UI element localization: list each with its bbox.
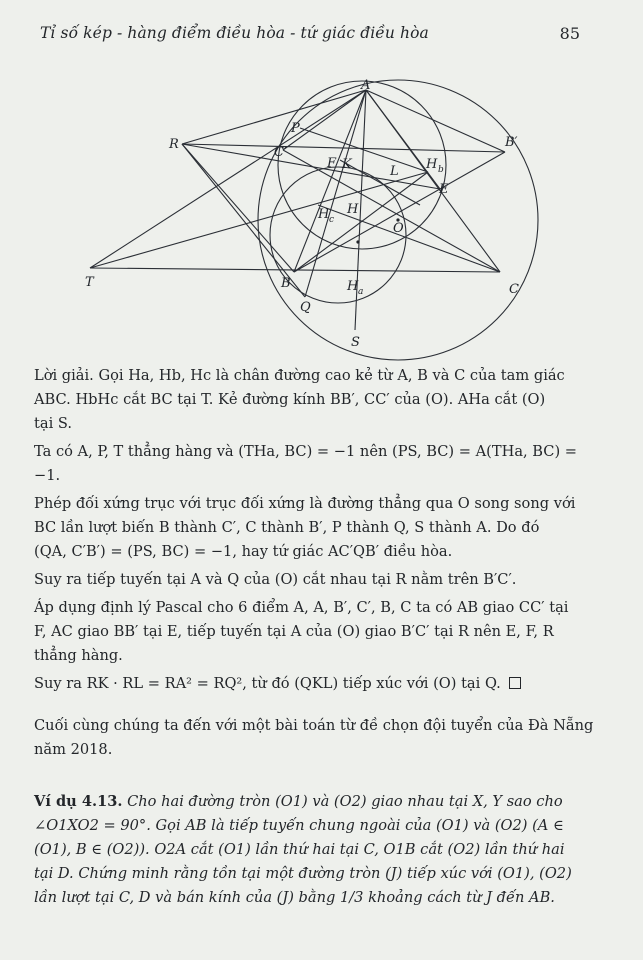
altitude-CHc xyxy=(318,205,500,272)
intro-line-1: Cuối cùng chúng ta đến với một bài toán từ đề chọn đội tuyển của Đà Nẵng xyxy=(34,717,594,734)
label-Q: Q xyxy=(300,300,311,315)
label-Hb-sub: b xyxy=(438,165,444,175)
line-RE xyxy=(182,144,440,189)
intro-line-2: năm 2018. xyxy=(34,741,113,758)
label-P: P xyxy=(291,121,300,136)
intro-block xyxy=(34,714,594,762)
example-line-5: lần lượt tại C, D và bán kính của (J) bằng 1/3 khoảng cách từ J đến AB. xyxy=(34,889,555,906)
solution-para-4 xyxy=(34,568,594,592)
line-THb xyxy=(90,172,428,268)
label-B: B xyxy=(281,276,291,291)
line-AQ xyxy=(305,90,366,297)
label-Hb: H xyxy=(426,157,438,172)
label-Bprime: B′ xyxy=(505,135,518,150)
para6-line xyxy=(34,672,594,696)
line-RQ xyxy=(182,144,305,297)
para6-text: Suy ra RK · RL = RA² = RQ², từ đó (QKL) tiếp xúc với (O) tại Q. xyxy=(34,675,501,692)
solution-para-2 xyxy=(34,440,594,488)
para3-line-3: (QA, C′B′) = (PS, BC) = −1, hay tứ giác AC′QB′ điều hòa. xyxy=(34,543,453,560)
solution-para-5 xyxy=(34,596,594,668)
label-Hc: H xyxy=(318,207,330,222)
solution-para-1 xyxy=(34,364,594,436)
solution-para-6 xyxy=(34,672,594,696)
label-Ha: H xyxy=(347,279,359,294)
solution-line-3: tại S. xyxy=(34,415,72,432)
label-Ha-sub: a xyxy=(358,287,364,297)
page-number: 85 xyxy=(559,24,580,43)
label-T: T xyxy=(85,275,94,290)
line-RB xyxy=(182,144,294,272)
label-S: S xyxy=(351,335,360,350)
para3-line-1: Phép đối xứng trục với trục đối xứng là đường thẳng qua O song song với xyxy=(34,495,576,512)
example-line-1 xyxy=(34,790,594,814)
para5-line-1: Áp dụng định lý Pascal cho 6 điểm A, A, B′, C′, B, C ta có AB giao CC′ tại xyxy=(34,599,569,616)
line-AE xyxy=(366,90,440,189)
para2-line-2: −1. xyxy=(34,467,61,484)
label-F: F xyxy=(327,156,337,171)
qed-box-icon xyxy=(509,677,521,689)
geometry-figure xyxy=(0,0,643,380)
line-TA xyxy=(90,90,366,268)
label-L: L xyxy=(390,164,399,179)
solution-para-3 xyxy=(34,492,594,564)
para2-line-1: Ta có A, P, T thẳng hàng và (THa, BC) = −1 nên (PS, BC) = A(THa, BC) = xyxy=(34,443,578,460)
solution-block xyxy=(34,364,594,696)
solution-line-1: Lời giải. Gọi Ha, Hb, Hc là chân đường cao kẻ từ A, B và C của tam giác xyxy=(34,367,565,384)
para3-line-2: BC lần lượt biến B thành C′, C thành B′, P thành Q, S thành A. Do đó xyxy=(34,519,540,536)
line-AB-prime xyxy=(366,90,505,152)
label-Cprime: C′ xyxy=(274,145,287,160)
label-R: R xyxy=(169,137,179,152)
label-E: E xyxy=(439,182,449,197)
label-H: H xyxy=(347,202,359,217)
example-line-3: (O1), B ∈ (O2)). O2A cắt (O1) lần thứ hai tại C, O1B cắt (O2) lần thứ hai xyxy=(34,841,565,858)
chapter-title: Tỉ số kép - hàng điểm điều hòa - tứ giác điều hòa xyxy=(40,24,429,42)
label-O: O xyxy=(393,221,404,236)
label-K: K xyxy=(342,157,352,172)
line-FK xyxy=(340,160,420,205)
example-line-4: tại D. Chứng minh rằng tồn tại một đường tròn (J) tiếp xúc với (O1), (O2) xyxy=(34,865,572,882)
para5-line-2: F, AC giao BB′ tại E, tiếp tuyến tại A của (O) giao B′C′ tại R nên E, F, R xyxy=(34,623,554,640)
label-C: C xyxy=(509,282,519,297)
solution-line-2: ABC. HbHc cắt BC tại T. Kẻ đường kính BB′, CC′ của (O). AHa cắt (O) xyxy=(34,391,546,408)
example-line-1-text: Cho hai đường tròn (O1) và (O2) giao nhau tại X, Y sao cho xyxy=(127,793,563,810)
label-A: A xyxy=(361,78,371,93)
tangent-RA xyxy=(182,90,366,144)
example-block xyxy=(34,790,594,910)
para5-line-3: thẳng hàng. xyxy=(34,647,123,664)
para4-line: Suy ra tiếp tuyến tại A và Q của (O) cắt nhau tại R nằm trên B′C′. xyxy=(34,571,517,588)
label-Hc-sub: c xyxy=(329,215,335,225)
example-label: Ví dụ 4.13. xyxy=(34,793,123,810)
example-line-2: ∠O1XO2 = 90°. Gọi AB là tiếp tuyến chung ngoài của (O1) và (O2) (A ∈ xyxy=(34,817,564,834)
line-RBprime xyxy=(182,144,505,152)
